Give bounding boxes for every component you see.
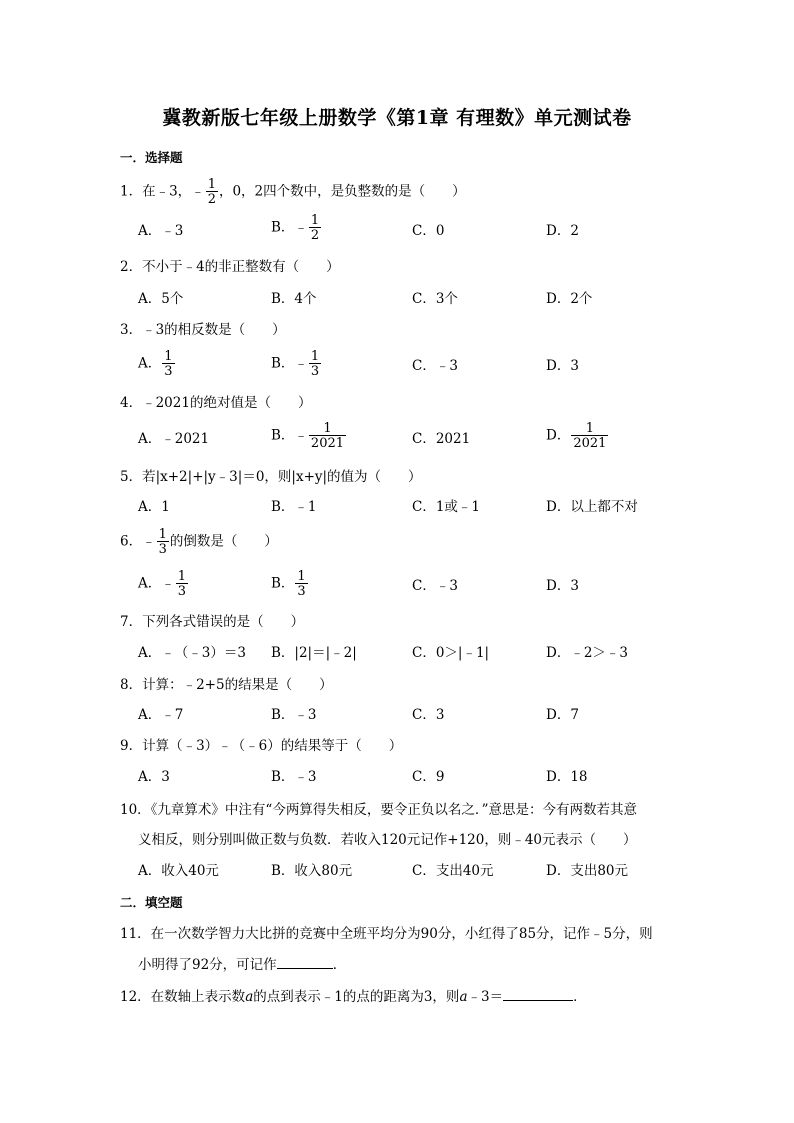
fraction: $\frac{1}{2021}$ xyxy=(573,421,607,451)
question-3: 3．﹣3的相反数是（ ） xyxy=(120,322,286,338)
option-b: B．收入80元 xyxy=(271,863,353,879)
fraction: $\frac{1}{2}$ xyxy=(310,213,320,243)
option-d: D． $\frac{1}{2021}$ xyxy=(546,421,607,451)
document-title: 冀教新版七年级上册数学《第1章 有理数》单元测试卷 xyxy=(162,107,632,129)
fraction: $\frac{1}{3}$ xyxy=(158,527,167,557)
option-d: D．3 xyxy=(546,358,579,374)
option-c: C．0 xyxy=(412,223,445,239)
option-a: A．5个 xyxy=(138,291,184,307)
option-b: B．﹣ $\frac{1}{2021}$ xyxy=(271,421,345,451)
question-2: 2．不小于﹣4的非正整数有（ ） xyxy=(120,259,340,275)
option-c: C．2021 xyxy=(412,431,471,447)
option-b: B．﹣3 xyxy=(271,707,317,723)
option-b: B．﹣ $\frac{1}{3}$ xyxy=(271,349,320,379)
question-1-post: ，0，2四个数中，是负整数的是（ ） xyxy=(218,183,466,200)
fraction: $\frac{1}{3}$ xyxy=(297,569,306,599)
option-a: A． $\frac{1}{3}$ xyxy=(138,349,173,379)
option-b: B．4个 xyxy=(271,291,317,307)
option-c: C．9 xyxy=(412,769,445,785)
option-a: A．﹣（﹣3）＝3 xyxy=(138,645,246,661)
question-1 xyxy=(120,178,466,206)
answer-blank[interactable] xyxy=(503,988,573,1001)
question-5: 5．若|x+2|+|y﹣3|＝0，则|x+y|的值为（ ） xyxy=(120,469,422,485)
section-heading-fill: 二．填空题 xyxy=(120,895,183,910)
option-d: D．18 xyxy=(546,769,588,785)
option-b: B． $\frac{1}{3}$ xyxy=(271,569,306,599)
option-a: A．﹣2021 xyxy=(138,431,210,447)
question-4: 4．﹣2021的绝对值是（ ） xyxy=(120,395,312,411)
option-a: A．﹣3 xyxy=(138,223,184,239)
option-c: C．﹣3 xyxy=(412,358,458,374)
option-b: B．﹣3 xyxy=(271,769,317,785)
option-d: D．2个 xyxy=(546,291,593,307)
option-b: B．﹣1 xyxy=(271,499,317,515)
question-8: 8．计算：﹣2+5的结果是（ ） xyxy=(120,677,333,693)
option-a: A．3 xyxy=(138,769,170,785)
option-a: A．﹣ $\frac{1}{3}$ xyxy=(138,569,187,599)
option-c: C．﹣3 xyxy=(412,578,458,594)
answer-blank[interactable] xyxy=(277,956,333,969)
option-a: A．收入40元 xyxy=(138,863,219,879)
option-c: C．1或﹣1 xyxy=(412,499,481,515)
option-c: C．3 xyxy=(412,707,445,723)
option-c: C．支出40元 xyxy=(412,863,494,879)
option-c: C．0＞|﹣1| xyxy=(412,645,490,661)
option-d: D．支出80元 xyxy=(546,863,629,879)
question-10-line-2: 义相反，则分别叫做正数与负数．若收入120元记作+120，则﹣40元表示（ ） xyxy=(138,832,637,848)
question-7: 7．下列各式错误的是（ ） xyxy=(120,614,305,630)
option-b: B．﹣ $\frac{1}{2}$ xyxy=(271,213,320,243)
option-d: D．3 xyxy=(546,578,579,594)
fraction: $\frac{1}{2}$ xyxy=(207,177,216,207)
fraction: $\frac{1}{2021}$ xyxy=(310,421,345,451)
question-11-line-2: 小明得了92分，可记作 ． xyxy=(138,957,347,973)
fraction: $\frac{1}{3}$ xyxy=(310,349,320,379)
option-d: D．2 xyxy=(546,223,579,239)
question-1-pre: 1．在﹣3，﹣ xyxy=(120,183,205,200)
question-12: 12．在数轴上表示数a的点到表示﹣1的点的距离为3，则a﹣3＝ ． xyxy=(120,989,587,1005)
question-10-line-1: 10．《九章算术》中注有“今两算得失相反，要令正负以名之．”意思是：今有两数若其意 xyxy=(120,802,637,818)
section-heading-choice: 一．选择题 xyxy=(120,150,183,165)
fraction: $\frac{1}{3}$ xyxy=(164,349,173,379)
question-9: 9．计算（﹣3）﹣（﹣6）的结果等于（ ） xyxy=(120,738,403,754)
option-c: C．3个 xyxy=(412,291,458,307)
fraction: $\frac{1}{3}$ xyxy=(177,569,187,599)
option-a: A．﹣7 xyxy=(138,707,184,723)
option-a: A．1 xyxy=(138,499,170,515)
question-11-line-1: 11．在一次数学智力大比拼的竞赛中全班平均分为90分，小红得了85分，记作﹣5分，则 xyxy=(120,926,653,942)
option-b: B．|2|＝|﹣2| xyxy=(271,645,357,661)
question-6: 6．﹣ $\frac{1}{3}$ 的倒数是（ ） xyxy=(120,527,278,557)
option-d: D．以上都不对 xyxy=(546,499,638,515)
option-d: D．7 xyxy=(546,707,579,723)
option-d: D．﹣2＞﹣3 xyxy=(546,645,629,661)
